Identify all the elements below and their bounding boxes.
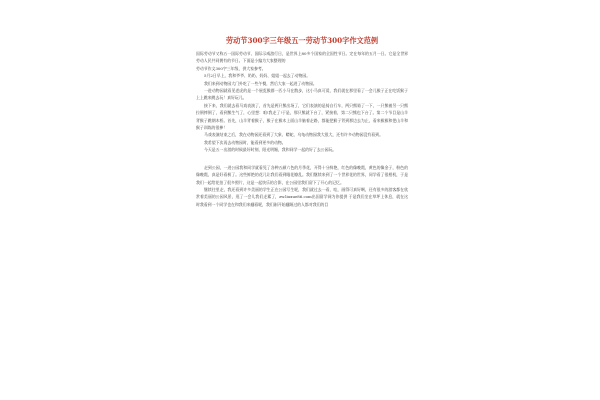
document-paragraph: 马戏表演结束之后，我在动物园还看到了大象、蟒蛇、乌龟动物园我大很大，还有许多动物园没有看到。 (204, 132, 383, 138)
document-body (196, 50, 408, 208)
document-paragraph: 我们来到动物园大门外吃了一些午餐，然后大家一起进了动物园。 (204, 80, 317, 86)
document-paragraph: 一进动物园就看见老虎的是一个展览猴群一匹小马在散步，这小马真可爱，我们就在那里看了一会儿猴子正在吃饭猴子上上跳来跳去玩！真好玩儿。 (196, 88, 408, 101)
document-paragraph: 今天是五一出游的时候最好时刻，阳光明媚，我和同学一起约好了去公园玩。 (204, 147, 337, 153)
document-sheet (196, 36, 408, 208)
document-paragraph: 继续往里走，我还看到许多美丽的学生正在公园写生呢，我们就过去一看，哇，画得可真好啊，还有很多的游客都在欣赏着美丽的公园风景，逛了一会儿我们走累了，zw.liuxue86.com出国留学网为你提供 于是我们坐在草坪上休息，就在这时我看到一个同学也在和我们来翻看呢，我们刚开始翻踢过的人都对我们的目 (196, 186, 408, 207)
document-paragraph: 5月2日早上，我和爷爷、奶奶、妈妈、姐姐一起去了动物园。 (204, 73, 311, 79)
document-paragraph: 国际劳动节又称五一国际劳动节、国际示威游行日，是世界上80多个国家的全国性节日。定在每年的五月一日。它是全世界劳动人民共同拥有的节日。下面是小编为大家整理的 (196, 51, 408, 64)
document-paragraph: 我希望下次再去动物园时，能看到更多的动物。 (204, 139, 286, 145)
document-paragraph: 走到公园，一进公园我和同学就看见了各种五颜六色的月季花，开得十分鲜艳，红色的像晚霞，黄色的像金子，粉色的像晚霞，真是好看极了。这些鲜艳的花儿让我们看到眼花缭乱。我们继续来到了一个世界花的世界，同学看了很相机，于是我们一起给花拍了很多照片，这是一起快乐的合影，在公园里我们留下了开心的记忆。 (196, 164, 408, 185)
document-paragraph: 接下来，我们就去看马戏表演了，首先是两只熊出场了，它们表演的是骑自行车，两只熊骑了一下，一只熊被另一只熊拉倒摔倒了，看到熊生气了，心里想：咱!我走了!于是，那只熊就下台了，紧接着，第二只熊也下台了。第二个节目是山羊背猴子跳钢木桥。首先，山羊背着猴子，猴子在猴木上面山羊脑着走路，都能把猴子背到那边去为止，看来猴猴和把山羊和猴子训练的很棒！ (196, 102, 408, 131)
document-title: 劳动节300字三年级五一劳动节300字作文范例 (225, 36, 379, 45)
paragraph-spacer (196, 154, 408, 164)
document-paragraph: 劳动节作文300字三年级，供大家参考。 (196, 65, 266, 71)
